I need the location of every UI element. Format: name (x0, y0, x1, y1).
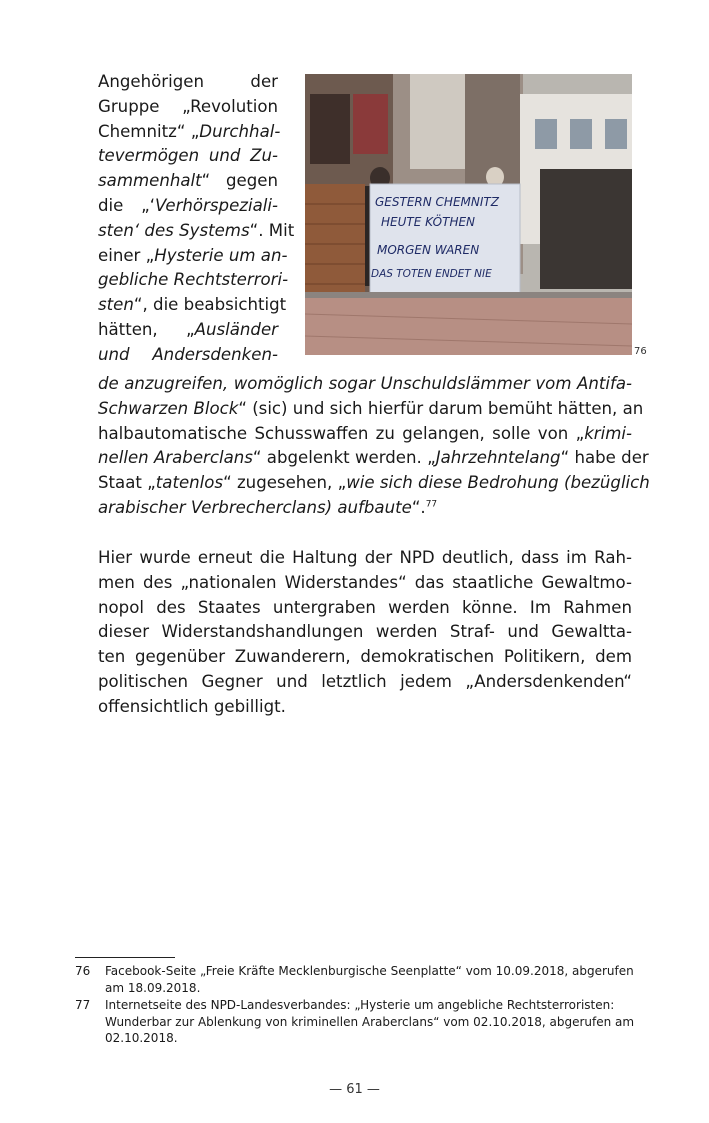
quote-run: Hysterie um an- (154, 245, 288, 265)
text-line: nopol des Staates untergraben werden könne. Im Rahmen (98, 597, 632, 617)
text-line: politischen Gegner und letztlich jedem „Andersdenkenden“ (98, 671, 632, 691)
text-line (98, 169, 278, 194)
banner-text-line: GESTERN CHEMNITZ (375, 195, 499, 209)
text-run: Chemnitz“ „ (98, 121, 200, 141)
text-run: die „‘ (98, 195, 155, 215)
text-run: einer „ (98, 245, 155, 265)
text-run: “. (411, 497, 426, 517)
photo-footnote-ref: 76 (634, 346, 647, 357)
quote-run: gebliche Rechtsterrori- (98, 270, 289, 290)
quote-run: Ausländer (194, 319, 278, 339)
footnote-number: 76 (75, 964, 91, 978)
quote-run: arabischer Verbrecherclans) aufbaute (98, 497, 412, 517)
text-line (98, 194, 278, 219)
page-number: — 61 — (329, 1082, 380, 1097)
footnote-text: Internetseite des NPD-Landesverbandes: „Hysterie um angebliche Rechtsterroristen: Wunderbar zur Ablenkung von kriminellen Araberclans“ vom 02.10.2018, abgerufen am 02.10.2018. (105, 998, 635, 1045)
text-line (98, 446, 649, 471)
text-run: “ (sic) und sich hierfür darum bemüht hätten, an (238, 398, 644, 418)
text-line (98, 496, 632, 521)
text-run: “ habe der (560, 448, 649, 468)
quote-run: sten (98, 295, 134, 315)
text-run: hätten, „ (98, 319, 195, 339)
paragraph-1 (98, 372, 650, 521)
text-line: offensichtlich gebilligt. (98, 696, 286, 716)
text-run: “. Mit (249, 220, 295, 240)
text-line (98, 144, 278, 169)
text-line: Gruppe „Revolution (98, 96, 278, 116)
text-line: ten gegenüber Zuwanderern, demokratischen Politikern, dem (98, 647, 632, 667)
banner-text-line: MORGEN WAREN (377, 243, 480, 257)
text-run: “ gegen (201, 171, 278, 191)
photo-illustration (305, 74, 632, 355)
text-line (98, 372, 632, 397)
text-line (98, 268, 289, 293)
quote-run: wie sich diese Bedrohung (bezüglich (346, 473, 650, 493)
quote-run: und Andersdenken- (98, 344, 278, 364)
text-run: “ abgelenkt werden. „ (252, 448, 436, 468)
text-run: Staat „ (98, 473, 156, 493)
quote-run: de anzugreifen, womöglich sogar Unschuldslämmer vom Antifa- (98, 374, 632, 393)
quote-run: nellen Araberclans (98, 448, 253, 468)
left-column-text (98, 70, 295, 368)
text-line (98, 318, 278, 343)
footnote-ref-77[interactable]: 77 (425, 499, 438, 510)
text-run: “, die beabsichtigt (133, 295, 287, 315)
quote-run: tevermögen und Zu- (98, 146, 278, 166)
banner-text-line: HEUTE KÖTHEN (381, 215, 476, 229)
paragraph-2 (98, 546, 632, 720)
footnote-number: 77 (75, 998, 91, 1012)
protest-photo (305, 74, 632, 355)
quote-run: sten‘ des Systems (98, 220, 250, 240)
text-line: men des „nationalen Widerstandes“ das staatliche Gewaltmo- (98, 572, 632, 592)
quote-run: sammenhalt (98, 171, 202, 191)
banner-text-line: DAS TOTEN ENDET NIE (371, 268, 492, 280)
footnote-separator (75, 957, 175, 958)
text-line (98, 397, 644, 422)
quote-run: tatenlos (155, 473, 224, 493)
text-line (98, 422, 632, 447)
text-line: Hier wurde erneut die Haltung der NPD deutlich, dass im Rah- (98, 548, 632, 567)
quote-run: Jahrzehntelang (435, 448, 561, 468)
footnote-text: Facebook-Seite „Freie Kräfte Mecklenburgische Seenplatte“ vom 10.09.2018, abgerufen am 18.09.2018. (105, 964, 634, 995)
text-line (98, 293, 287, 318)
text-run: “ zugesehen, „ (223, 473, 347, 493)
text-line (98, 343, 278, 368)
quote-run: Schwarzen Block (98, 398, 239, 418)
text-line (98, 471, 650, 496)
text-line (98, 219, 295, 244)
quote-run: Verhörspeziali- (155, 195, 278, 215)
text-line (98, 120, 281, 145)
text-line (98, 244, 288, 269)
text-line: dieser Widerstandshandlungen werden Straf- und Gewaltta- (98, 622, 632, 642)
text-run: halbautomatische Schusswaffen zu gelangen, solle von „ (98, 423, 585, 443)
text-line: Angehörigen der (98, 72, 278, 91)
quote-run: Durchhal- (199, 121, 281, 141)
quote-run: krimi- (584, 423, 632, 443)
